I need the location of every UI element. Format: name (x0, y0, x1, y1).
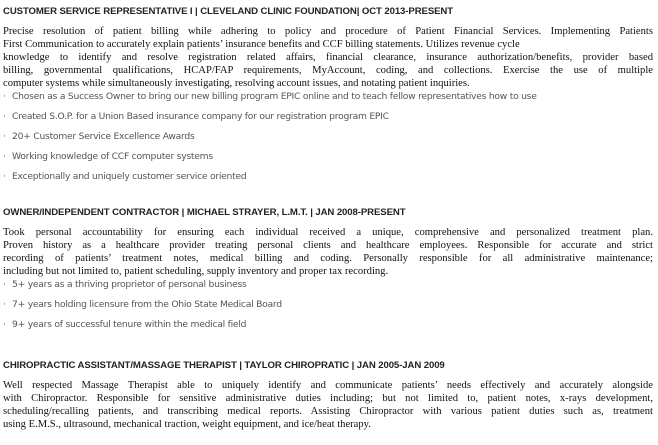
bullet-icon: · (3, 131, 6, 142)
list-item: · Exceptionally and uniquely customer service oriented (3, 171, 247, 182)
bullet-list (3, 278, 653, 338)
bullet-list (3, 90, 653, 190)
description-line: recording of patients’ treatment notes, medical billing and coding. Personally responsible for all administrative maintenance; (3, 253, 653, 264)
description-line: Well respected Massage Therapist able to uniquely identify and communicate patients’ needs effectively and accurately alongside (3, 380, 653, 391)
list-item: · 9+ years of successful tenure within the medical field (3, 319, 247, 330)
job-description (3, 226, 653, 278)
bullet-icon: · (3, 279, 6, 290)
bullet-icon: · (3, 91, 6, 102)
description-line: scheduling/recalling patients, and transcribing medical reports. Assisting Chiropractor with various patient duties such as, treatment (3, 406, 653, 417)
bullet-icon: · (3, 319, 6, 330)
bullet-icon: · (3, 151, 6, 162)
list-item: · Working knowledge of CCF computer systems (3, 151, 213, 162)
description-line: Precise resolution of patient billing while adhering to policy and procedure of Patient Financial Services. Implementing Patients (3, 26, 653, 37)
description-line: knowledge to identify and resolve registration related affairs, financial clearance, insurance authorization/benefits, provider based (3, 52, 653, 63)
description-line: Took personal accountability for ensuring each individual received a unique, comprehensive and personalized treatment plan. (3, 227, 653, 238)
job-heading: CHIROPRACTIC ASSISTANT/MASSAGE THERAPIST | TAYLOR CHIROPRATIC | JAN 2005-JAN 2009 (3, 360, 445, 371)
job-heading: CUSTOMER SERVICE REPRESENTATIVE I | CLEVELAND CLINIC FOUNDATION| OCT 2013-PRESENT (3, 6, 454, 17)
job-section-1 (3, 5, 653, 190)
description-line: First Communication to accurately explain patients’ insurance benefits and CCF billing statements. Utilizes revenue cycle (3, 39, 520, 50)
list-item: · Chosen as a Success Owner to bring our new billing program EPIC online and to teach fellow representatives how to use (3, 91, 537, 102)
bullet-icon: · (3, 171, 6, 182)
job-section-3 (3, 359, 653, 431)
description-line: using E.M.S., ultrasound, mechanical traction, weight equipment, and ice/heat therapy. (3, 419, 371, 430)
list-item: · 7+ years holding licensure from the Ohio State Medical Board (3, 299, 282, 310)
description-line: including but not limited to, patient scheduling, supply inventory and proper tax recording. (3, 266, 389, 277)
job-section-2 (3, 206, 653, 338)
list-item: · 20+ Customer Service Excellence Awards (3, 131, 195, 142)
description-line: with Chiropractor. Responsible for sensitive administrative duties including; but not limited to, patient notes, x-rays development, (3, 393, 653, 404)
description-line: billing, governmental qualifications, HCAP/FAP requirements, MyAccount, coding, and collections. Exercise the use of multiple (3, 65, 653, 76)
description-line: Proven history as a healthcare provider treating personal clients and healthcare employees. Responsible for accurate and strict (3, 240, 653, 251)
job-description (3, 379, 653, 431)
description-line: computer systems while simultaneously investigating, resolving account issues, and notating patient inquiries. (3, 78, 470, 89)
list-item: · Created S.O.P. for a Union Based insurance company for our registration program EPIC (3, 111, 389, 122)
bullet-icon: · (3, 299, 6, 310)
bullet-icon: · (3, 111, 6, 122)
job-heading: OWNER/INDEPENDENT CONTRACTOR | MICHAEL STRAYER, L.M.T. | JAN 2008-PRESENT (3, 207, 406, 218)
list-item: · 5+ years as a thriving proprietor of personal business (3, 279, 247, 290)
job-description (3, 25, 653, 90)
